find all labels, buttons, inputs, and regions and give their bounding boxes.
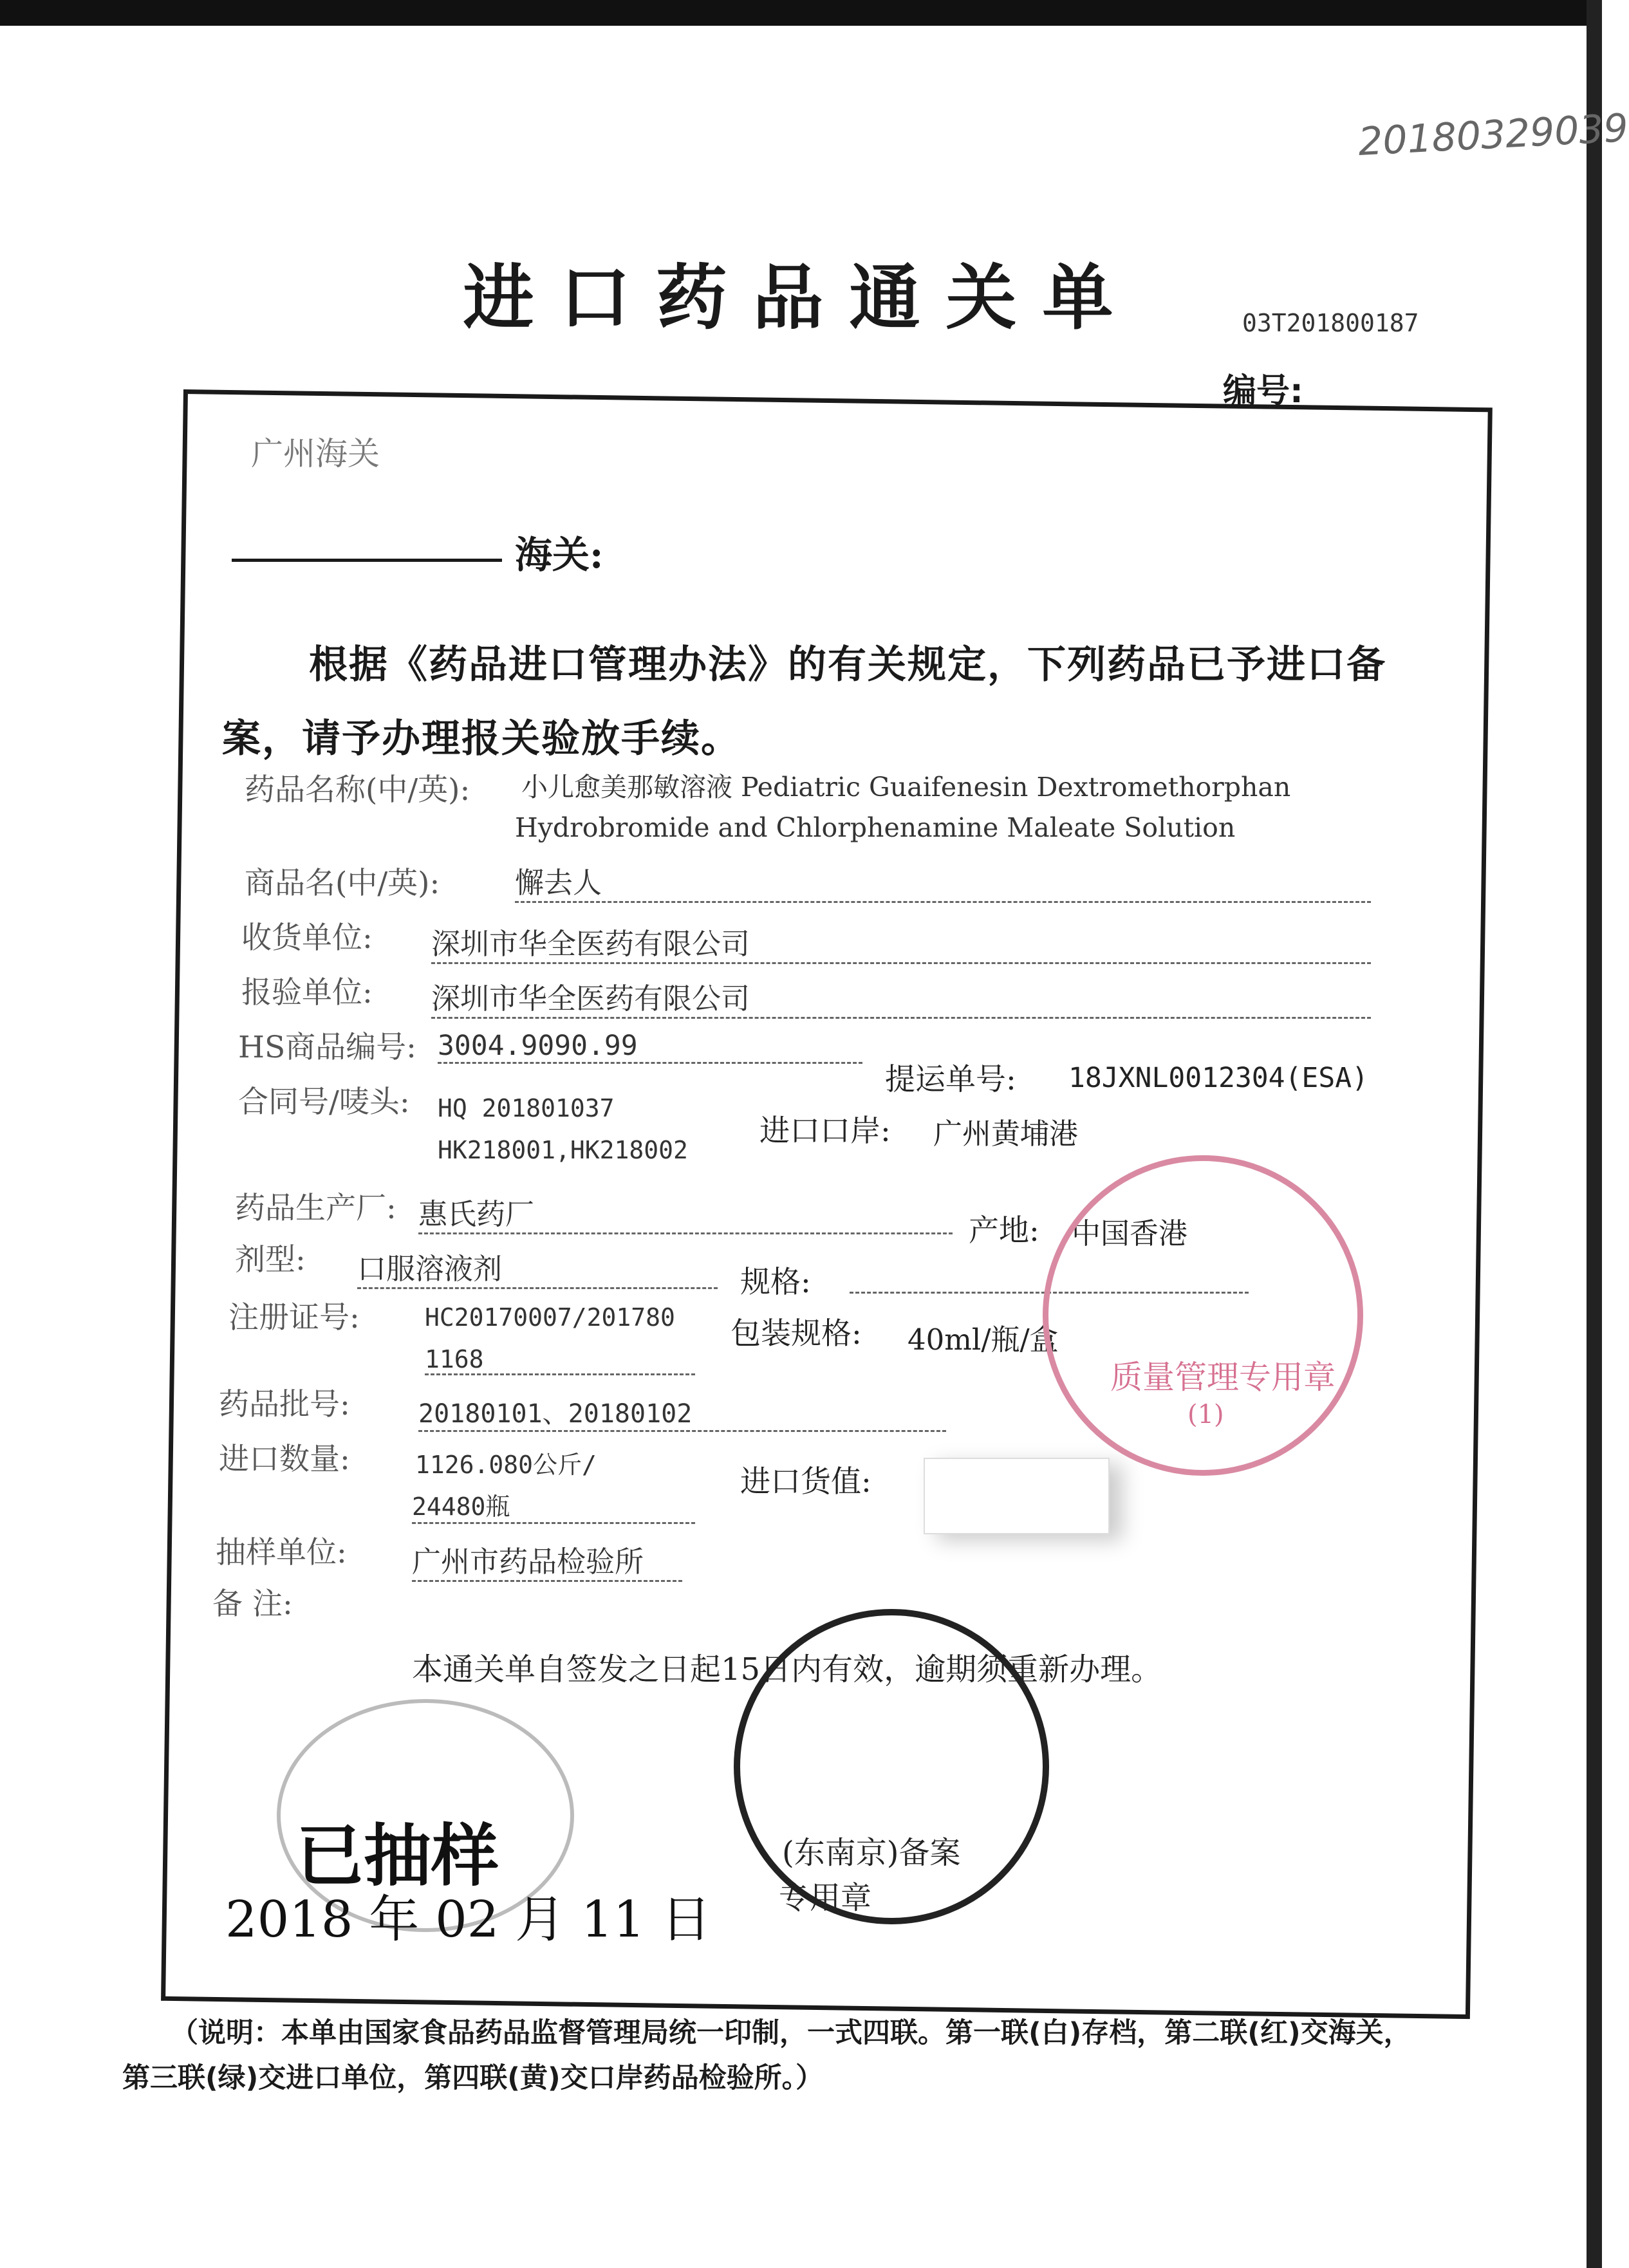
origin-label: 产地: bbox=[969, 1213, 1039, 1249]
seal-text-line-2: 专用章 bbox=[779, 1880, 872, 1916]
registration-line-2: 1168 bbox=[425, 1345, 695, 1375]
hs-code-label: HS商品编号: bbox=[238, 1030, 417, 1065]
contract-label: 合同号/唛头: bbox=[238, 1084, 410, 1120]
customs-label: 海关: bbox=[515, 533, 604, 577]
contract-line-1: HQ 201801037 bbox=[438, 1094, 615, 1122]
footnote-line-1: （说明：本单由国家食品药品监督管理局统一印制，一式四联。第一联(白)存档，第二联(红)交海关， bbox=[171, 2017, 1411, 2049]
manufacturer-label: 药品生产厂: bbox=[235, 1191, 396, 1226]
drug-name-label: 药品名称(中/英): bbox=[245, 772, 470, 808]
manufacturer-value: 惠氏药厂 bbox=[418, 1191, 953, 1234]
footnote-line-2: 第三联(绿)交进口单位，第四联(黄)交口岸药品检验所。） bbox=[122, 2062, 824, 2094]
handwritten-number: 20180329039 bbox=[1357, 106, 1629, 165]
quantity-line-1: 1126.080公斤/ bbox=[415, 1451, 597, 1479]
redacted-import-value bbox=[924, 1458, 1110, 1534]
sampler-label: 抽样单位: bbox=[216, 1535, 347, 1570]
consignee-label: 收货单位: bbox=[241, 920, 373, 956]
quality-stamp-number: (1) bbox=[1187, 1400, 1224, 1429]
declarant-label: 报验单位: bbox=[241, 975, 373, 1010]
batch-value: 20180101、20180102 bbox=[418, 1393, 946, 1432]
port-value: 广州黄埔港 bbox=[933, 1117, 1079, 1151]
dosage-form-value: 口服溶液剂 bbox=[357, 1245, 718, 1289]
scan-top-edge bbox=[0, 0, 1602, 26]
customs-name: 广州海关 bbox=[251, 435, 380, 472]
quality-stamp-text: 质量管理专用章 bbox=[1110, 1359, 1336, 1396]
registration-line-1: HC20170007/201780 bbox=[425, 1303, 675, 1332]
number-label: 编号: bbox=[1223, 372, 1303, 411]
declarant-value: 深圳市华全医药有限公司 bbox=[431, 975, 1371, 1019]
port-label: 进口口岸: bbox=[759, 1113, 891, 1149]
bill-of-lading-label: 提运单号: bbox=[885, 1062, 1016, 1097]
bill-of-lading-value: 18JXNL0012304(ESA) bbox=[1068, 1062, 1368, 1094]
quantity-line-2: 24480瓶 bbox=[412, 1487, 695, 1524]
specification-label: 规格: bbox=[740, 1265, 811, 1300]
trade-name-label: 商品名(中/英): bbox=[245, 866, 440, 901]
import-value-label: 进口货值: bbox=[740, 1464, 871, 1500]
dosage-form-label: 剂型: bbox=[235, 1242, 306, 1278]
hs-code-value: 3004.9090.99 bbox=[438, 1030, 862, 1064]
sampled-stamp-text: 已抽样 bbox=[296, 1817, 499, 1895]
document-title: 进口药品通关单 bbox=[463, 257, 1139, 339]
package-label: 包装规格: bbox=[731, 1316, 862, 1352]
package-value: 40ml/瓶/盒 bbox=[908, 1323, 1059, 1357]
intro-line-1: 根据《药品进口管理办法》的有关规定，下列药品已予进口备 bbox=[309, 642, 1386, 687]
trade-name-value: 懈去人 bbox=[515, 859, 1371, 903]
quantity-label: 进口数量: bbox=[219, 1442, 350, 1477]
contract-line-2: HK218001,HK218002 bbox=[438, 1136, 688, 1164]
origin-value: 中国香港 bbox=[1072, 1216, 1188, 1250]
seal-text-line-1: (东南京)备案 bbox=[782, 1835, 961, 1871]
intro-line-2: 案，请予办理报关验放手续。 bbox=[222, 716, 741, 761]
validity-statement: 本通关单自签发之日起15日内有效，逾期须重新办理。 bbox=[412, 1651, 1162, 1687]
serial-number: 03T201800187 bbox=[1242, 309, 1419, 337]
consignee-value: 深圳市华全医药有限公司 bbox=[431, 920, 1371, 964]
drug-name-line-2: Hydrobromide and Chlorphenamine Maleate Solution bbox=[515, 812, 1236, 843]
issue-date: 2018 年 02 月 11 日 bbox=[225, 1891, 711, 1949]
registration-label: 注册证号: bbox=[228, 1300, 360, 1335]
remarks-label: 备 注: bbox=[212, 1586, 293, 1622]
drug-name-line-1: 小儿愈美那敏溶液 Pediatric Guaifenesin Dextromethorphan bbox=[521, 772, 1291, 803]
customs-underline bbox=[232, 559, 502, 562]
sampler-value: 广州市药品检验所 bbox=[412, 1538, 682, 1582]
batch-label: 药品批号: bbox=[219, 1387, 350, 1422]
